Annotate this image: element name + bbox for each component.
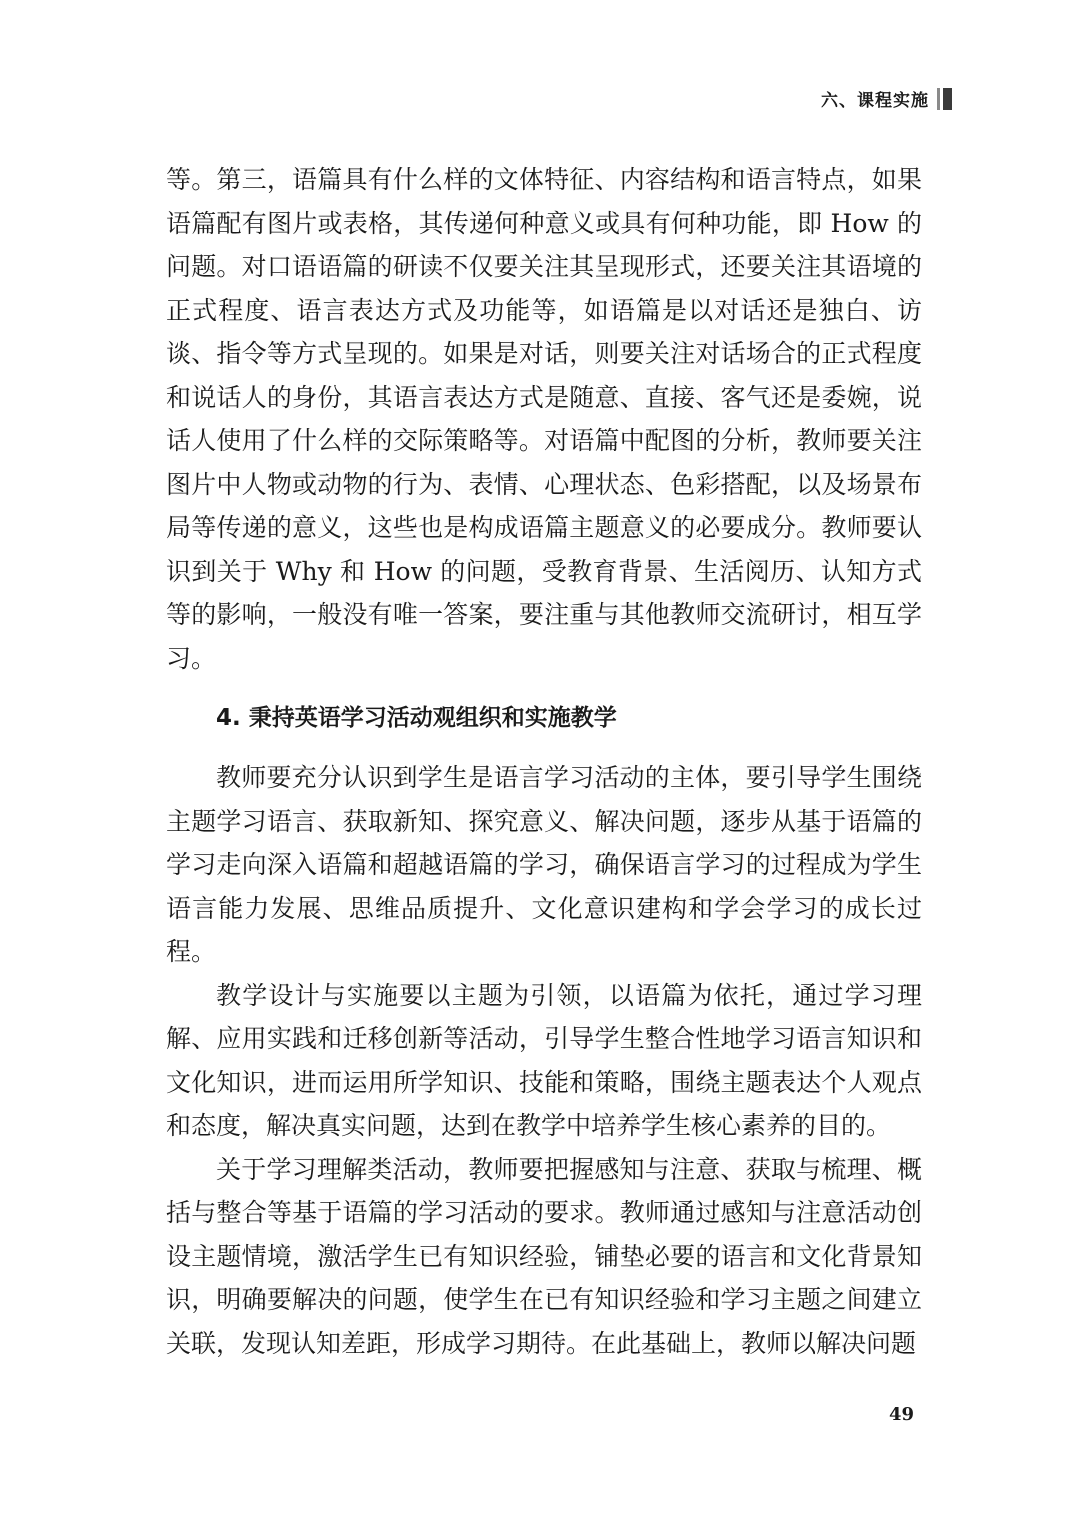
- section-heading: 4. 秉持英语学习活动观组织和实施教学: [216, 705, 617, 731]
- paragraph: 教学设计与实施要以主题为引领，以语篇为依托，通过学习理解、应用实践和迁移创新等活动，引导学生整合性地学习语言知识和文化知识，进而运用所学知识、技能和策略，围绕主题表达个人观点和态度，解决真实问题，达到在教学中培养学生核心素养的目的。: [166, 980, 922, 1140]
- header-thin-bar: [937, 88, 940, 110]
- paragraph: 教师要充分认识到学生是语言学习活动的主体，要引导学生围绕主题学习语言、获取新知、探究意义、解决问题，逐步从基于语篇的学习走向深入语篇和超越语篇的学习，确保语言学习的过程成为学生语言能力发展、思维品质提升、文化意识建构和学会学习的成长过程。: [166, 763, 922, 966]
- header-decoration-bars: [937, 88, 952, 110]
- page-body: [166, 158, 922, 1365]
- header-thick-bar: [943, 88, 952, 110]
- paragraph-continued: 等。第三，语篇具有什么样的文体特征、内容结构和语言特点，如果语篇配有图片或表格，其传递何种意义或具有何种功能，即 How 的问题。对口语语篇的研读不仅要关注其呈现形式，还要关注其语境的正式程度、语言表达方式及功能等，如语篇是以对话还是独白、访谈、指令等方式呈现的。如果是对话，则要关注对话场合的正式程度和说话人的身份，其语言表达方式是随意、直接、客气还是委婉，说话人使用了什么样的交际策略等。对语篇中配图的分析，教师要关注图片中人物或动物的行为、表情、心理状态、色彩搭配，以及场景布局等传递的意义，这些也是构成语篇主题意义的必要成分。教师要认识到关于 Why 和 How 的问题，受教育背景、生活阅历、认知方式等的影响，一般没有唯一答案，要注重与其他教师交流研讨，相互学习。: [166, 165, 922, 673]
- paragraph: 关于学习理解类活动，教师要把握感知与注意、获取与梳理、概括与整合等基于语篇的学习活动的要求。教师通过感知与注意活动创设主题情境，激活学生已有知识经验，铺垫必要的语言和文化背景知识，明确要解决的问题，使学生在已有知识经验和学习主题之间建立关联，发现认知差距，形成学习期待。在此基础上，教师以解决问题: [166, 1154, 922, 1358]
- page-number: 49: [888, 1404, 914, 1425]
- chapter-title: 六、课程实施: [821, 91, 929, 111]
- running-header: [821, 86, 952, 111]
